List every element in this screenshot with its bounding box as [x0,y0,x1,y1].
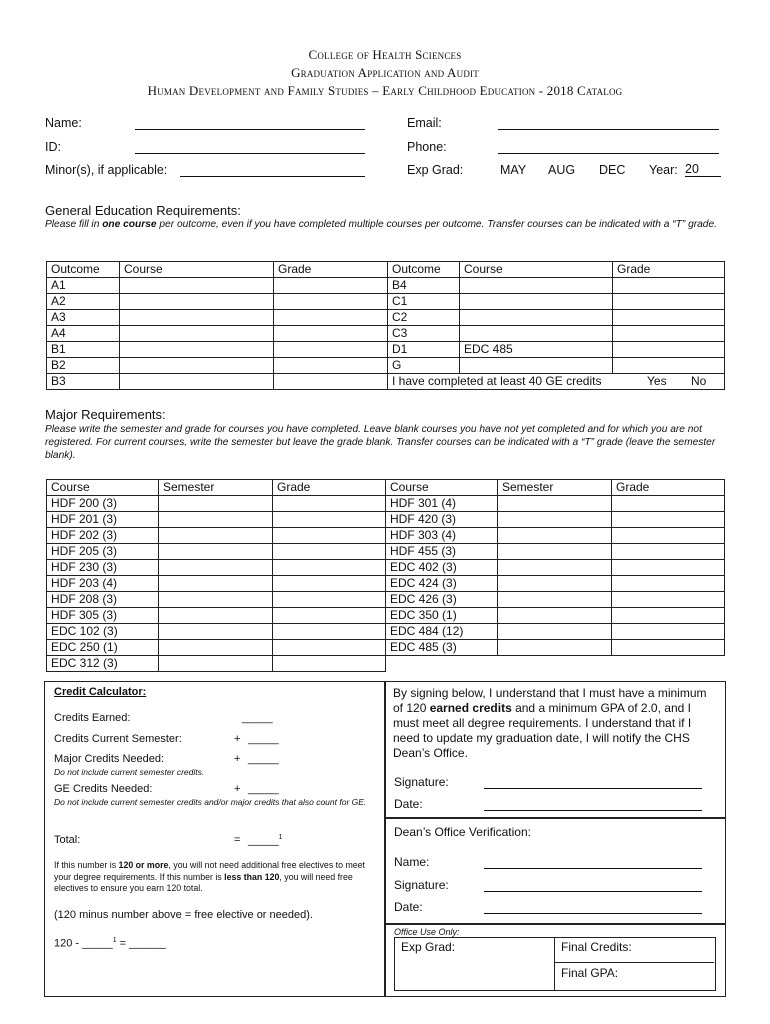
semester-cell[interactable] [498,544,612,560]
header-course: Course [386,480,498,496]
table-row [47,528,725,544]
major-credits-label: Major Credits Needed: [54,753,165,765]
grade-cell[interactable] [273,624,386,640]
id-label: ID: [45,140,61,154]
grade-cell[interactable] [613,326,725,342]
grade-cell[interactable] [612,496,725,512]
outcome-b2: B2 [47,358,120,374]
grade-cell[interactable] [273,592,386,608]
grade-cell[interactable] [612,576,725,592]
grade-cell[interactable] [613,310,725,326]
grade-cell[interactable] [613,358,725,374]
semester-cell[interactable] [159,560,273,576]
exp-grad-label: Exp Grad: [407,163,464,177]
semester-cell[interactable] [159,496,273,512]
semester-cell[interactable] [498,528,612,544]
dean-signature-field[interactable] [484,891,702,892]
outcome-c2: C2 [388,310,460,326]
month-dec[interactable]: DEC [599,163,626,177]
header-course: Course [47,480,159,496]
outcome-a3: A3 [47,310,120,326]
outcome-g: G [388,358,460,374]
course-cell[interactable] [120,310,274,326]
table-row [47,624,725,640]
electives-info: If this number is 120 or more, you will not need additional free electives to meet your degree requirements. If this number is less than 120, you will need free electives to ensure you earn 120 total. [54,860,365,893]
course-cell[interactable] [460,278,613,294]
outcome-b4: B4 [388,278,460,294]
office-exp-grad: Exp Grad: [401,940,456,954]
course-cell[interactable] [120,278,274,294]
gen-ed-note: Please fill in one course per outcome, even if you have completed multiple courses per outcome. Transfer courses can be indicated with a “T” grade. [45,219,717,230]
outcome-b1: B1 [47,342,120,358]
ge-statement-text: I have completed at least 40 GE credits [392,374,602,388]
header-course: Course [120,262,274,278]
minus-note: (120 minus number above = free elective or needed). [54,909,313,921]
office-final-gpa: Final GPA: [561,966,619,980]
grade-cell[interactable] [273,544,386,560]
dean-name-label: Name: [394,855,430,869]
header-grade: Grade [613,262,725,278]
plus-sign: + [234,733,241,745]
outcome-c1: C1 [388,294,460,310]
equals-sign: = [234,834,241,846]
form-title: Graduation Application and Audit [291,65,479,80]
grade-cell[interactable] [273,528,386,544]
semester-cell[interactable] [159,544,273,560]
course-cell[interactable] [460,358,613,374]
grade-cell[interactable] [613,278,725,294]
grade-cell[interactable] [612,592,725,608]
grade-cell[interactable] [273,512,386,528]
course-name: EDC 312 (3) [47,656,159,672]
credits-current-blank[interactable]: _____ [248,733,279,745]
grade-cell[interactable] [274,342,388,358]
course-cell[interactable] [120,326,274,342]
table-row [47,640,725,656]
course-cell[interactable] [460,326,613,342]
table-row [47,544,725,560]
course-name: HDF 203 (4) [47,576,159,592]
office-final-credits: Final Credits: [561,940,632,954]
header-course: Course [460,262,613,278]
office-use-title: Office Use Only: [394,927,460,937]
ge-no-option[interactable]: No [691,374,707,388]
outcome-a4: A4 [47,326,120,342]
semester-cell[interactable] [498,640,612,656]
semester-cell[interactable] [498,576,612,592]
minor-label: Minor(s), if applicable: [45,163,168,177]
course-name: HDF 420 (3) [386,512,498,528]
office-row-divider [554,962,714,963]
course-name: HDF 208 (3) [47,592,159,608]
course-cell[interactable] [460,310,613,326]
table-row [47,592,725,608]
semester-cell[interactable] [498,560,612,576]
major-credits-blank[interactable]: _____ [248,753,279,765]
course-name: HDF 303 (4) [386,528,498,544]
course-name: HDF 230 (3) [47,560,159,576]
course-cell[interactable] [120,374,274,390]
course-cell[interactable] [120,342,274,358]
ge-credits-blank[interactable]: _____ [248,783,279,795]
outcome-a2: A2 [47,294,120,310]
ge-credits-statement [388,374,725,390]
dean-date-field[interactable] [484,913,702,914]
plus-sign: + [234,753,241,765]
signing-statement: By signing below, I understand that I must have a minimum of 120 earned credits and a minimum GPA of 2.0, and I must meet all degree requirements. I understand that if I need to update my graduation date, I will notify the CHS Dean’s Office. [393,686,707,760]
ge-credits-note: Do not include current semester credits and/or major credits that also count for GE. [54,797,367,807]
course-cell[interactable] [120,358,274,374]
outcome-a1: A1 [47,278,120,294]
course-name: EDC 484 (12) [386,624,498,640]
course-name: HDF 202 (3) [47,528,159,544]
grade-cell[interactable] [273,640,386,656]
header-semester: Semester [159,480,273,496]
grade-cell[interactable] [612,608,725,624]
email-label: Email: [407,116,442,130]
ge-credits-label: GE Credits Needed: [54,783,153,795]
total-label: Total: [54,834,81,846]
month-may[interactable]: MAY [500,163,527,177]
dean-signature-label: Signature: [394,878,449,892]
year-label: Year: [649,163,678,177]
header-grade: Grade [273,480,386,496]
semester-cell[interactable] [159,528,273,544]
header-semester: Semester [498,480,612,496]
year-field[interactable]: 20 [685,163,721,177]
credits-earned-label: Credits Earned: [54,712,131,724]
empty-cell [386,656,725,672]
plus-sign: + [234,783,241,795]
calculator-title: Credit Calculator: [54,686,147,698]
grade-cell[interactable] [274,374,388,390]
course-name: EDC 424 (3) [386,576,498,592]
gen-ed-table [46,261,725,390]
college-title: College of Health Sciences [308,47,462,62]
semester-cell[interactable] [498,512,612,528]
program-title: Human Development and Family Studies – Early Childhood Education - 2018 Catalog [147,83,623,98]
course-name: HDF 301 (4) [386,496,498,512]
grade-cell[interactable] [612,560,725,576]
major-title: Major Requirements: [45,407,166,422]
outcome-d1: D1 [388,342,460,358]
table-row [47,560,725,576]
table-row [47,608,725,624]
semester-cell[interactable] [159,512,273,528]
table-row [47,496,725,512]
grade-cell[interactable] [273,496,386,512]
grade-cell[interactable] [613,342,725,358]
grade-cell[interactable] [612,528,725,544]
header-grade: Grade [274,262,388,278]
course-cell[interactable] [460,294,613,310]
header-grade: Grade [612,480,725,496]
table-row [47,656,725,672]
major-table [46,479,725,672]
dean-date-label: Date: [394,900,423,914]
total-blank[interactable]: _____$^1$ [248,834,283,847]
elective-formula[interactable]: 120 - _____$^1$ = ______ [54,937,166,950]
ge-yes-option[interactable]: Yes [647,374,667,388]
semester-cell[interactable] [159,608,273,624]
month-aug[interactable]: AUG [548,163,576,177]
credits-current-label: Credits Current Semester: [54,733,182,745]
header-outcome: Outcome [47,262,120,278]
major-note: Please write the semester and grade for courses you have completed. Leave blank courses you have not yet completed and for which you are not registered. For current courses, write the semester but leave the grade blank. Transfer courses can be indicated with a “T” grade (leave the semester blank). [45,424,716,461]
course-name: EDC 485 (3) [386,640,498,656]
student-signature-label: Signature: [394,775,449,789]
outcome-c3: C3 [388,326,460,342]
semester-cell[interactable] [159,656,273,672]
name-label: Name: [45,116,82,130]
semester-cell[interactable] [159,592,273,608]
credits-earned-blank[interactable]: _____ [242,712,273,724]
grade-cell[interactable] [274,310,388,326]
course-cell-d1[interactable]: EDC 485 [460,342,613,358]
table-row [47,512,725,528]
grade-cell[interactable] [612,512,725,528]
dean-title: Dean’s Office Verification: [394,825,531,839]
outcome-b3: B3 [47,374,120,390]
course-name: EDC 402 (3) [386,560,498,576]
email-field[interactable] [498,129,719,130]
semester-cell[interactable] [159,624,273,640]
grade-cell[interactable] [274,326,388,342]
grade-cell[interactable] [612,624,725,640]
header-outcome: Outcome [388,262,460,278]
grade-cell[interactable] [612,544,725,560]
course-name: HDF 201 (3) [47,512,159,528]
grade-cell[interactable] [273,576,386,592]
student-date-field[interactable] [484,810,702,811]
major-credits-note: Do not include current semester credits. [54,767,205,777]
course-name: EDC 426 (3) [386,592,498,608]
grade-cell[interactable] [274,358,388,374]
course-name: HDF 200 (3) [47,496,159,512]
semester-cell[interactable] [159,576,273,592]
grade-cell[interactable] [274,294,388,310]
semester-cell[interactable] [498,496,612,512]
course-name: HDF 205 (3) [47,544,159,560]
name-field[interactable] [135,129,365,130]
office-divider [554,937,555,990]
course-name: HDF 455 (3) [386,544,498,560]
course-cell[interactable] [120,294,274,310]
student-signature-field[interactable] [484,788,702,789]
id-field[interactable] [135,153,365,154]
phone-field[interactable] [498,153,719,154]
semester-cell[interactable] [498,608,612,624]
grade-cell[interactable] [613,294,725,310]
course-name: HDF 305 (3) [47,608,159,624]
grade-cell[interactable] [273,608,386,624]
minor-field[interactable] [180,176,365,177]
student-date-label: Date: [394,797,423,811]
course-name: EDC 350 (1) [386,608,498,624]
grade-cell[interactable] [612,640,725,656]
gen-ed-title: General Education Requirements: [45,203,241,218]
semester-cell[interactable] [498,592,612,608]
table-row [47,576,725,592]
dean-name-field[interactable] [484,868,702,869]
grade-cell[interactable] [273,656,386,672]
grade-cell[interactable] [274,278,388,294]
phone-label: Phone: [407,140,447,154]
grade-cell[interactable] [273,560,386,576]
course-name: EDC 250 (1) [47,640,159,656]
semester-cell[interactable] [498,624,612,640]
semester-cell[interactable] [159,640,273,656]
course-name: EDC 102 (3) [47,624,159,640]
